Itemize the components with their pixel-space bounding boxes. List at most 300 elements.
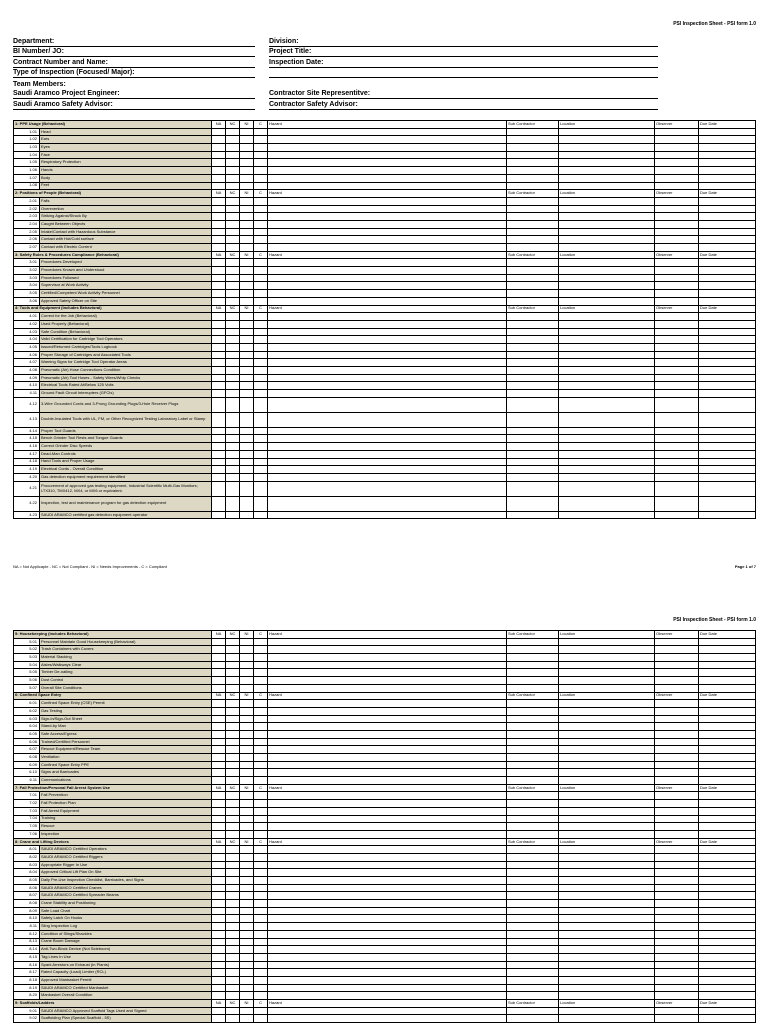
entry-cell-observer[interactable] (655, 267, 699, 275)
rating-cell-c[interactable] (254, 677, 268, 685)
entry-cell-due-date[interactable] (699, 374, 756, 382)
rating-cell-c[interactable] (254, 351, 268, 359)
rating-cell-ni[interactable] (240, 174, 254, 182)
entry-cell-location[interactable] (559, 700, 655, 708)
entry-cell-location[interactable] (559, 930, 655, 938)
rating-cell-ni[interactable] (240, 267, 254, 275)
entry-cell-observer[interactable] (655, 946, 699, 954)
rating-cell-ni[interactable] (240, 715, 254, 723)
rating-cell-c[interactable] (254, 427, 268, 435)
rating-cell-c[interactable] (254, 197, 268, 205)
rating-cell-na[interactable] (212, 892, 226, 900)
entry-cell-hazard[interactable] (268, 815, 507, 823)
rating-cell-na[interactable] (212, 938, 226, 946)
entry-cell-sub-contractor[interactable] (507, 167, 559, 175)
rating-cell-nc[interactable] (226, 992, 240, 1000)
entry-cell-due-date[interactable] (699, 443, 756, 451)
entry-cell-hazard[interactable] (268, 846, 507, 854)
entry-cell-location[interactable] (559, 800, 655, 808)
rating-cell-na[interactable] (212, 220, 226, 228)
rating-cell-ni[interactable] (240, 723, 254, 731)
entry-cell-sub-contractor[interactable] (507, 930, 559, 938)
entry-cell-due-date[interactable] (699, 328, 756, 336)
entry-cell-location[interactable] (559, 374, 655, 382)
entry-cell-observer[interactable] (655, 290, 699, 298)
entry-cell-observer[interactable] (655, 374, 699, 382)
rating-cell-na[interactable] (212, 136, 226, 144)
entry-cell-observer[interactable] (655, 777, 699, 785)
rating-cell-c[interactable] (254, 159, 268, 167)
rating-cell-nc[interactable] (226, 638, 240, 646)
rating-cell-nc[interactable] (226, 777, 240, 785)
entry-cell-due-date[interactable] (699, 496, 756, 511)
entry-cell-location[interactable] (559, 984, 655, 992)
entry-cell-location[interactable] (559, 197, 655, 205)
rating-cell-c[interactable] (254, 244, 268, 252)
rating-cell-nc[interactable] (226, 274, 240, 282)
rating-cell-nc[interactable] (226, 807, 240, 815)
entry-cell-sub-contractor[interactable] (507, 182, 559, 190)
entry-cell-location[interactable] (559, 677, 655, 685)
entry-cell-observer[interactable] (655, 213, 699, 221)
rating-cell-c[interactable] (254, 390, 268, 398)
entry-cell-location[interactable] (559, 823, 655, 831)
rating-cell-c[interactable] (254, 205, 268, 213)
rating-cell-ni[interactable] (240, 946, 254, 954)
entry-cell-due-date[interactable] (699, 984, 756, 992)
entry-cell-due-date[interactable] (699, 900, 756, 908)
entry-cell-hazard[interactable] (268, 946, 507, 954)
rating-cell-nc[interactable] (226, 938, 240, 946)
rating-cell-na[interactable] (212, 496, 226, 511)
entry-cell-due-date[interactable] (699, 343, 756, 351)
rating-cell-na[interactable] (212, 861, 226, 869)
entry-cell-location[interactable] (559, 684, 655, 692)
entry-cell-location[interactable] (559, 638, 655, 646)
entry-cell-due-date[interactable] (699, 754, 756, 762)
rating-cell-c[interactable] (254, 953, 268, 961)
entry-cell-due-date[interactable] (699, 466, 756, 474)
entry-cell-observer[interactable] (655, 343, 699, 351)
entry-cell-location[interactable] (559, 969, 655, 977)
rating-cell-ni[interactable] (240, 466, 254, 474)
entry-cell-due-date[interactable] (699, 174, 756, 182)
entry-cell-location[interactable] (559, 511, 655, 519)
entry-cell-due-date[interactable] (699, 259, 756, 267)
entry-cell-observer[interactable] (655, 367, 699, 375)
rating-cell-na[interactable] (212, 723, 226, 731)
rating-cell-nc[interactable] (226, 244, 240, 252)
rating-cell-c[interactable] (254, 397, 268, 412)
entry-cell-hazard[interactable] (268, 282, 507, 290)
entry-cell-sub-contractor[interactable] (507, 367, 559, 375)
entry-cell-sub-contractor[interactable] (507, 846, 559, 854)
rating-cell-na[interactable] (212, 1015, 226, 1023)
rating-cell-c[interactable] (254, 907, 268, 915)
rating-cell-nc[interactable] (226, 715, 240, 723)
rating-cell-nc[interactable] (226, 869, 240, 877)
rating-cell-na[interactable] (212, 661, 226, 669)
rating-cell-ni[interactable] (240, 984, 254, 992)
rating-cell-c[interactable] (254, 853, 268, 861)
entry-cell-observer[interactable] (655, 738, 699, 746)
entry-cell-observer[interactable] (655, 427, 699, 435)
rating-cell-nc[interactable] (226, 661, 240, 669)
rating-cell-ni[interactable] (240, 450, 254, 458)
rating-cell-ni[interactable] (240, 397, 254, 412)
rating-cell-na[interactable] (212, 397, 226, 412)
rating-cell-c[interactable] (254, 458, 268, 466)
rating-cell-na[interactable] (212, 128, 226, 136)
entry-cell-observer[interactable] (655, 761, 699, 769)
rating-cell-ni[interactable] (240, 923, 254, 931)
entry-cell-due-date[interactable] (699, 654, 756, 662)
entry-cell-due-date[interactable] (699, 473, 756, 481)
rating-cell-c[interactable] (254, 930, 268, 938)
entry-cell-sub-contractor[interactable] (507, 443, 559, 451)
entry-cell-due-date[interactable] (699, 336, 756, 344)
rating-cell-ni[interactable] (240, 900, 254, 908)
entry-cell-hazard[interactable] (268, 197, 507, 205)
entry-cell-observer[interactable] (655, 730, 699, 738)
entry-cell-location[interactable] (559, 228, 655, 236)
rating-cell-c[interactable] (254, 496, 268, 511)
rating-cell-na[interactable] (212, 182, 226, 190)
entry-cell-due-date[interactable] (699, 700, 756, 708)
entry-cell-location[interactable] (559, 923, 655, 931)
entry-cell-observer[interactable] (655, 923, 699, 931)
entry-cell-location[interactable] (559, 313, 655, 321)
rating-cell-ni[interactable] (240, 892, 254, 900)
entry-cell-location[interactable] (559, 390, 655, 398)
entry-cell-due-date[interactable] (699, 213, 756, 221)
rating-cell-na[interactable] (212, 412, 226, 427)
entry-cell-hazard[interactable] (268, 992, 507, 1000)
entry-cell-location[interactable] (559, 1015, 655, 1023)
rating-cell-nc[interactable] (226, 228, 240, 236)
rating-cell-nc[interactable] (226, 646, 240, 654)
entry-cell-sub-contractor[interactable] (507, 144, 559, 152)
entry-cell-observer[interactable] (655, 769, 699, 777)
entry-cell-sub-contractor[interactable] (507, 1015, 559, 1023)
rating-cell-ni[interactable] (240, 328, 254, 336)
entry-cell-sub-contractor[interactable] (507, 746, 559, 754)
entry-cell-observer[interactable] (655, 443, 699, 451)
entry-cell-due-date[interactable] (699, 969, 756, 977)
rating-cell-na[interactable] (212, 754, 226, 762)
entry-cell-location[interactable] (559, 136, 655, 144)
rating-cell-c[interactable] (254, 861, 268, 869)
entry-cell-location[interactable] (559, 761, 655, 769)
rating-cell-c[interactable] (254, 754, 268, 762)
entry-cell-sub-contractor[interactable] (507, 707, 559, 715)
rating-cell-c[interactable] (254, 823, 268, 831)
entry-cell-sub-contractor[interactable] (507, 244, 559, 252)
rating-cell-c[interactable] (254, 738, 268, 746)
rating-cell-c[interactable] (254, 435, 268, 443)
rating-cell-c[interactable] (254, 213, 268, 221)
entry-cell-hazard[interactable] (268, 923, 507, 931)
entry-cell-due-date[interactable] (699, 450, 756, 458)
rating-cell-nc[interactable] (226, 159, 240, 167)
rating-cell-nc[interactable] (226, 427, 240, 435)
entry-cell-due-date[interactable] (699, 892, 756, 900)
rating-cell-na[interactable] (212, 738, 226, 746)
rating-cell-nc[interactable] (226, 450, 240, 458)
entry-cell-observer[interactable] (655, 961, 699, 969)
rating-cell-na[interactable] (212, 367, 226, 375)
entry-cell-hazard[interactable] (268, 1015, 507, 1023)
entry-cell-sub-contractor[interactable] (507, 213, 559, 221)
rating-cell-nc[interactable] (226, 976, 240, 984)
rating-cell-na[interactable] (212, 976, 226, 984)
entry-cell-due-date[interactable] (699, 511, 756, 519)
entry-cell-observer[interactable] (655, 830, 699, 838)
rating-cell-c[interactable] (254, 359, 268, 367)
entry-cell-observer[interactable] (655, 869, 699, 877)
rating-cell-nc[interactable] (226, 236, 240, 244)
entry-cell-sub-contractor[interactable] (507, 830, 559, 838)
entry-cell-hazard[interactable] (268, 869, 507, 877)
rating-cell-na[interactable] (212, 746, 226, 754)
entry-cell-location[interactable] (559, 900, 655, 908)
rating-cell-na[interactable] (212, 236, 226, 244)
entry-cell-sub-contractor[interactable] (507, 274, 559, 282)
entry-cell-due-date[interactable] (699, 830, 756, 838)
entry-cell-observer[interactable] (655, 313, 699, 321)
rating-cell-c[interactable] (254, 900, 268, 908)
entry-cell-sub-contractor[interactable] (507, 458, 559, 466)
entry-cell-location[interactable] (559, 435, 655, 443)
entry-cell-observer[interactable] (655, 412, 699, 427)
rating-cell-nc[interactable] (226, 846, 240, 854)
entry-cell-hazard[interactable] (268, 646, 507, 654)
rating-cell-ni[interactable] (240, 907, 254, 915)
entry-cell-sub-contractor[interactable] (507, 390, 559, 398)
entry-cell-sub-contractor[interactable] (507, 884, 559, 892)
entry-cell-sub-contractor[interactable] (507, 877, 559, 885)
rating-cell-ni[interactable] (240, 761, 254, 769)
entry-cell-due-date[interactable] (699, 412, 756, 427)
rating-cell-ni[interactable] (240, 823, 254, 831)
rating-cell-ni[interactable] (240, 182, 254, 190)
rating-cell-nc[interactable] (226, 907, 240, 915)
entry-cell-location[interactable] (559, 481, 655, 496)
entry-cell-sub-contractor[interactable] (507, 654, 559, 662)
entry-cell-due-date[interactable] (699, 738, 756, 746)
rating-cell-c[interactable] (254, 976, 268, 984)
entry-cell-due-date[interactable] (699, 1015, 756, 1023)
rating-cell-nc[interactable] (226, 151, 240, 159)
entry-cell-hazard[interactable] (268, 351, 507, 359)
entry-cell-hazard[interactable] (268, 823, 507, 831)
entry-cell-hazard[interactable] (268, 412, 507, 427)
entry-cell-sub-contractor[interactable] (507, 723, 559, 731)
rating-cell-c[interactable] (254, 473, 268, 481)
entry-cell-due-date[interactable] (699, 992, 756, 1000)
entry-cell-hazard[interactable] (268, 976, 507, 984)
rating-cell-c[interactable] (254, 236, 268, 244)
entry-cell-sub-contractor[interactable] (507, 197, 559, 205)
rating-cell-c[interactable] (254, 892, 268, 900)
rating-cell-ni[interactable] (240, 861, 254, 869)
entry-cell-location[interactable] (559, 244, 655, 252)
entry-cell-location[interactable] (559, 915, 655, 923)
rating-cell-nc[interactable] (226, 351, 240, 359)
entry-cell-hazard[interactable] (268, 458, 507, 466)
rating-cell-na[interactable] (212, 466, 226, 474)
entry-cell-observer[interactable] (655, 259, 699, 267)
entry-cell-sub-contractor[interactable] (507, 823, 559, 831)
entry-cell-hazard[interactable] (268, 174, 507, 182)
entry-cell-sub-contractor[interactable] (507, 984, 559, 992)
entry-cell-hazard[interactable] (268, 220, 507, 228)
entry-cell-hazard[interactable] (268, 853, 507, 861)
rating-cell-nc[interactable] (226, 336, 240, 344)
entry-cell-due-date[interactable] (699, 677, 756, 685)
rating-cell-na[interactable] (212, 730, 226, 738)
entry-cell-location[interactable] (559, 151, 655, 159)
rating-cell-ni[interactable] (240, 915, 254, 923)
rating-cell-ni[interactable] (240, 220, 254, 228)
entry-cell-due-date[interactable] (699, 661, 756, 669)
rating-cell-ni[interactable] (240, 877, 254, 885)
entry-cell-hazard[interactable] (268, 167, 507, 175)
rating-cell-na[interactable] (212, 343, 226, 351)
rating-cell-ni[interactable] (240, 128, 254, 136)
rating-cell-nc[interactable] (226, 792, 240, 800)
entry-cell-observer[interactable] (655, 458, 699, 466)
entry-cell-hazard[interactable] (268, 961, 507, 969)
rating-cell-c[interactable] (254, 382, 268, 390)
rating-cell-c[interactable] (254, 961, 268, 969)
rating-cell-ni[interactable] (240, 343, 254, 351)
entry-cell-sub-contractor[interactable] (507, 343, 559, 351)
rating-cell-na[interactable] (212, 807, 226, 815)
entry-cell-hazard[interactable] (268, 700, 507, 708)
entry-cell-sub-contractor[interactable] (507, 313, 559, 321)
rating-cell-nc[interactable] (226, 930, 240, 938)
rating-cell-nc[interactable] (226, 877, 240, 885)
rating-cell-c[interactable] (254, 715, 268, 723)
rating-cell-nc[interactable] (226, 946, 240, 954)
entry-cell-hazard[interactable] (268, 205, 507, 213)
rating-cell-na[interactable] (212, 984, 226, 992)
entry-cell-observer[interactable] (655, 167, 699, 175)
entry-cell-location[interactable] (559, 938, 655, 946)
entry-cell-sub-contractor[interactable] (507, 174, 559, 182)
rating-cell-na[interactable] (212, 923, 226, 931)
entry-cell-location[interactable] (559, 359, 655, 367)
entry-cell-sub-contractor[interactable] (507, 769, 559, 777)
rating-cell-na[interactable] (212, 427, 226, 435)
rating-cell-na[interactable] (212, 290, 226, 298)
rating-cell-nc[interactable] (226, 853, 240, 861)
entry-cell-location[interactable] (559, 815, 655, 823)
entry-cell-observer[interactable] (655, 646, 699, 654)
rating-cell-c[interactable] (254, 769, 268, 777)
rating-cell-c[interactable] (254, 228, 268, 236)
entry-cell-due-date[interactable] (699, 869, 756, 877)
entry-cell-due-date[interactable] (699, 236, 756, 244)
rating-cell-c[interactable] (254, 290, 268, 298)
rating-cell-ni[interactable] (240, 336, 254, 344)
rating-cell-c[interactable] (254, 761, 268, 769)
entry-cell-due-date[interactable] (699, 946, 756, 954)
entry-cell-due-date[interactable] (699, 861, 756, 869)
entry-cell-due-date[interactable] (699, 297, 756, 305)
entry-cell-due-date[interactable] (699, 923, 756, 931)
entry-cell-location[interactable] (559, 182, 655, 190)
rating-cell-na[interactable] (212, 684, 226, 692)
entry-cell-due-date[interactable] (699, 313, 756, 321)
rating-cell-nc[interactable] (226, 297, 240, 305)
rating-cell-ni[interactable] (240, 807, 254, 815)
entry-cell-due-date[interactable] (699, 723, 756, 731)
rating-cell-nc[interactable] (226, 861, 240, 869)
entry-cell-location[interactable] (559, 320, 655, 328)
entry-cell-due-date[interactable] (699, 853, 756, 861)
entry-cell-hazard[interactable] (268, 359, 507, 367)
entry-cell-hazard[interactable] (268, 267, 507, 275)
entry-cell-sub-contractor[interactable] (507, 923, 559, 931)
entry-cell-sub-contractor[interactable] (507, 159, 559, 167)
entry-cell-sub-contractor[interactable] (507, 946, 559, 954)
rating-cell-c[interactable] (254, 684, 268, 692)
rating-cell-na[interactable] (212, 244, 226, 252)
rating-cell-na[interactable] (212, 869, 226, 877)
entry-cell-location[interactable] (559, 1007, 655, 1015)
entry-cell-observer[interactable] (655, 359, 699, 367)
entry-cell-location[interactable] (559, 267, 655, 275)
entry-cell-observer[interactable] (655, 336, 699, 344)
rating-cell-nc[interactable] (226, 1007, 240, 1015)
rating-cell-na[interactable] (212, 823, 226, 831)
entry-cell-due-date[interactable] (699, 930, 756, 938)
rating-cell-nc[interactable] (226, 1015, 240, 1023)
rating-cell-nc[interactable] (226, 259, 240, 267)
entry-cell-due-date[interactable] (699, 481, 756, 496)
entry-cell-hazard[interactable] (268, 907, 507, 915)
rating-cell-c[interactable] (254, 282, 268, 290)
entry-cell-sub-contractor[interactable] (507, 259, 559, 267)
entry-cell-hazard[interactable] (268, 228, 507, 236)
entry-cell-hazard[interactable] (268, 473, 507, 481)
rating-cell-nc[interactable] (226, 700, 240, 708)
entry-cell-due-date[interactable] (699, 458, 756, 466)
entry-cell-due-date[interactable] (699, 136, 756, 144)
rating-cell-c[interactable] (254, 723, 268, 731)
rating-cell-na[interactable] (212, 707, 226, 715)
rating-cell-nc[interactable] (226, 328, 240, 336)
rating-cell-c[interactable] (254, 511, 268, 519)
entry-cell-due-date[interactable] (699, 638, 756, 646)
rating-cell-nc[interactable] (226, 738, 240, 746)
rating-cell-c[interactable] (254, 174, 268, 182)
rating-cell-c[interactable] (254, 1015, 268, 1023)
entry-cell-observer[interactable] (655, 151, 699, 159)
entry-cell-due-date[interactable] (699, 144, 756, 152)
rating-cell-ni[interactable] (240, 259, 254, 267)
rating-cell-na[interactable] (212, 205, 226, 213)
entry-cell-observer[interactable] (655, 282, 699, 290)
rating-cell-nc[interactable] (226, 830, 240, 838)
entry-cell-hazard[interactable] (268, 654, 507, 662)
rating-cell-c[interactable] (254, 412, 268, 427)
entry-cell-due-date[interactable] (699, 367, 756, 375)
entry-cell-sub-contractor[interactable] (507, 915, 559, 923)
rating-cell-c[interactable] (254, 450, 268, 458)
